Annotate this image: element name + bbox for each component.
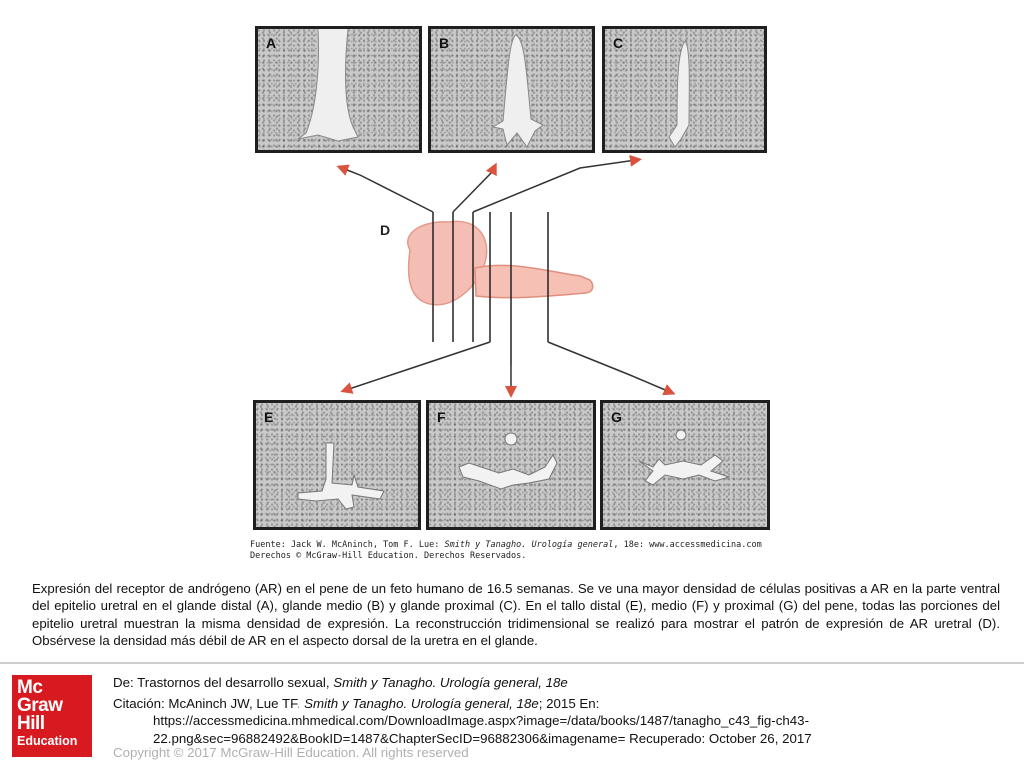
logo-line-hill: Hill bbox=[17, 713, 45, 734]
citation-suffix: ; 2015 En: bbox=[538, 695, 600, 711]
source-from-title: Smith y Tanagho. Urología general, 18e bbox=[333, 675, 568, 690]
logo-line-education: Education bbox=[17, 734, 78, 748]
panel-label-d: D bbox=[380, 222, 391, 238]
arrow-to-c bbox=[473, 160, 636, 212]
figure bbox=[250, 20, 770, 565]
citation-title: Smith y Tanagho. Urología general, 18e bbox=[304, 695, 539, 711]
panel-f bbox=[426, 400, 596, 530]
credit-source-title: Smith y Tanagho. Urología general bbox=[444, 540, 614, 550]
panel-label-a: A bbox=[266, 35, 277, 51]
panel-label-c: C bbox=[613, 35, 624, 51]
figure-credit bbox=[250, 540, 762, 562]
panel-label-f: F bbox=[437, 409, 446, 425]
citation-authors: Citación: McAninch JW, Lue TF bbox=[113, 695, 297, 711]
citation-separator: . bbox=[296, 695, 305, 711]
reconstruction-diagram bbox=[250, 20, 770, 400]
credit-rights: Derechos © McGraw-Hill Education. Derechos Reservados. bbox=[250, 551, 527, 561]
panel-e bbox=[253, 400, 421, 530]
citation-url-line1: https://accessmedicina.mhmedical.com/DownloadImage.aspx?image=/data/books/1487/tanagho_c43_fig-ch43- bbox=[153, 713, 809, 728]
urethra-section-e bbox=[256, 403, 421, 530]
panel-label-b: B bbox=[439, 35, 450, 51]
source-from bbox=[113, 674, 812, 692]
mcgraw-hill-logo bbox=[12, 675, 92, 757]
urethra-section-g bbox=[603, 403, 770, 530]
source-from-prefix: De: Trastornos del desarrollo sexual, bbox=[113, 675, 334, 690]
logo-line-mc: Mc bbox=[17, 677, 43, 698]
panel-g bbox=[600, 400, 770, 530]
citation-url-line2: 22.png&sec=96882492&BookID=1487&ChapterSecID=96882306&imagename= Recuperado: October 26, 2017 bbox=[153, 730, 812, 746]
shaft-shape bbox=[475, 265, 593, 297]
panel-label-e: E bbox=[264, 409, 274, 425]
arrow-to-e bbox=[346, 342, 490, 390]
credit-source-suffix: , 18e: www.accessmedicina.com bbox=[613, 540, 762, 550]
arrow-to-a bbox=[342, 168, 433, 212]
source-info bbox=[113, 674, 812, 747]
figure-caption: Expresión del receptor de andrógeno (AR) en el pene de un feto humano de 16.5 semanas. Se ve una mayor densidad de células positivas a AR en la parte ventral del epitelio uretral en el glande distal (A), glande medio (B) y glande proximal (C). En el tallo distal (E), medio (F) y proximal (G) del pene, todas las porciones del epitelio uretral muestran la misma densidad de expresión. La reconstrucción tridimensional se realizó para mostrar el patrón de expresión de AR uretral (D). Obsérvese la densidad más débil de AR en el aspecto dorsal de la uretra en el glande. bbox=[32, 581, 1000, 648]
copyright-notice: Copyright © 2017 McGraw-Hill Education. All rights reserved bbox=[113, 745, 469, 760]
glans-shape bbox=[408, 221, 487, 304]
logo-line-graw: Graw bbox=[17, 695, 63, 716]
credit-source-prefix: Fuente: Jack W. McAninch, Tom F. Lue: bbox=[250, 540, 445, 550]
arrow-to-g bbox=[548, 342, 670, 392]
panel-label-g: G bbox=[611, 409, 622, 425]
urethra-section-f bbox=[429, 403, 596, 530]
divider bbox=[0, 662, 1024, 664]
citation bbox=[113, 695, 812, 713]
